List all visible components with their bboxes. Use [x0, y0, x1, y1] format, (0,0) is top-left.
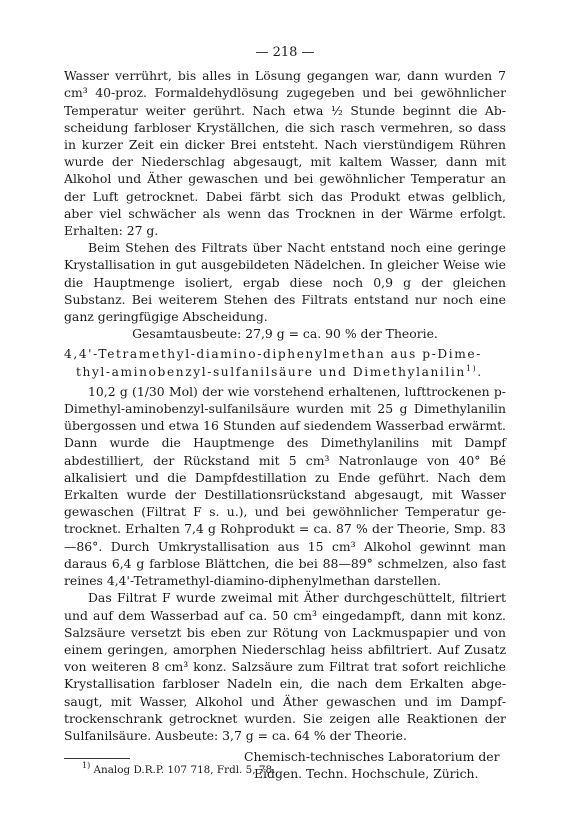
- paragraph-procedure: 10,2 g (1/30 Mol) der wie vorstehend erhaltenen, lufttrockenen p-Dimethyl-aminobenzyl-sulfanilsäure wurden mit 25 g Dimethylanilin übergossen und etwa 16 Stunden auf siedendem Wasserbad erwärmt. Dann wurde die Hauptmenge des Dimethylanilins mit Dampf abdestilliert, der Rückstand mit 5 cm³ Natronlauge von 40° Bé alkalisiert und die Dampfdestillation zu Ende geführt. Nach dem Erkalten wurde der Destillationsrückstand abgesaugt, mit Wasser gewaschen (Filtrat F s. u.), und bei gewöhnlicher Temperatur getrocknet. Erhalten 7,4 g Rohprodukt = ca. 87 % der Theorie, Smp. 83—86°. Durch Umkrystallisation aus 15 cm³ Alkohol gewinnt man daraus 6,4 g farblose Blättchen, die bei 88—89° schmelzen, also fast reines 4,4'-Tetramethyl-diamino-diphenylmethan darstellen.: [64, 383, 506, 589]
- section-heading: [64, 346, 506, 380]
- heading-line-2: thyl-aminobenzyl-sulfanilsäure und Dimethylanilin: [76, 364, 466, 379]
- laboratory-line-1: Chemisch-technisches Laboratorium der: [244, 749, 500, 765]
- footnote-reference: 1): [465, 363, 478, 373]
- footnote-text: Analog D.R.P. 107 718, Frdl. 5, 78.: [90, 764, 276, 776]
- laboratory-line-2: Eidgen. Techn. Hochschule, Zürich.: [254, 766, 479, 782]
- paragraph-continuation: Wasser verrührt, bis alles in Lösung gegangen war, dann wurden 7 cm³ 40-proz. Formaldehydlösung zugegeben und bei gewöhnlicher Temperatur weiter gerührt. Nach etwa ½ Stunde beginnt die Abscheidung farbloser Kryställchen, die sich rasch vermehren, so dass in kurzer Zeit ein dicker Brei entsteht. Nach vierstündigem Rühren wurde der Niederschlag abgesaugt, mit kaltem Wasser, dann mit Alkohol und Äther gewaschen und bei gewöhnlicher Temperatur an der Luft getrocknet. Dabei färbt sich das Produkt etwas gelblich, aber viel schwächer als wenn das Trocknen in der Wärme erfolgt. Erhalten: 27 g.: [64, 68, 506, 239]
- heading-line-1: 4,4'-Tetramethyl-diamino-diphenylmethan aus p-Dime-: [64, 347, 482, 362]
- total-yield-line: Gesamtausbeute: 27,9 g = ca. 90 % der Theorie.: [132, 326, 438, 342]
- paragraph-filtrate: Beim Stehen des Filtrats über Nacht entstand noch eine geringe Krystallisation in gut ausgebildeten Nädelchen. In gleicher Weise wie die Hauptmenge isoliert, ergab diese noch 0,9 g der gleichen Substanz. Bei weiterem Stehen des Filtrats entstand nur noch eine ganz geringfügige Abscheidung.: [64, 240, 506, 325]
- heading-line-2-wrap: thyl-aminobenzyl-sulfanilsäure und Dimethylanilin$^{1)}$.: [76, 363, 483, 379]
- footnote-marker: 1): [82, 761, 91, 770]
- page-number: — 218 —: [255, 45, 315, 60]
- footnote-divider: [64, 758, 130, 759]
- paragraph-filtrate-f: Das Filtrat F wurde zweimal mit Äther durchgeschüttelt, filtriert und auf dem Wasserbad auf ca. 50 cm³ eingedampft, dann mit konz. Salzsäure versetzt bis eben zur Rötung von Lackmuspapier und von einem geringen, amorphen Niederschlag heiss abfiltriert. Auf Zusatz von weiteren 8 cm³ konz. Salzsäure zum Filtrat trat sofort reichliche Krystallisation farbloser Nadeln ein, die nach dem Erkalten abgesaugt, mit Wasser, Alkohol und Äther gewaschen und im Dampftrockenschrank getrocknet wurden. Sie zeigen alle Reaktionen der Sulfanilsäure. Ausbeute: 3,7 g = ca. 64 % der Theorie.: [64, 590, 506, 743]
- footnote: [82, 761, 276, 777]
